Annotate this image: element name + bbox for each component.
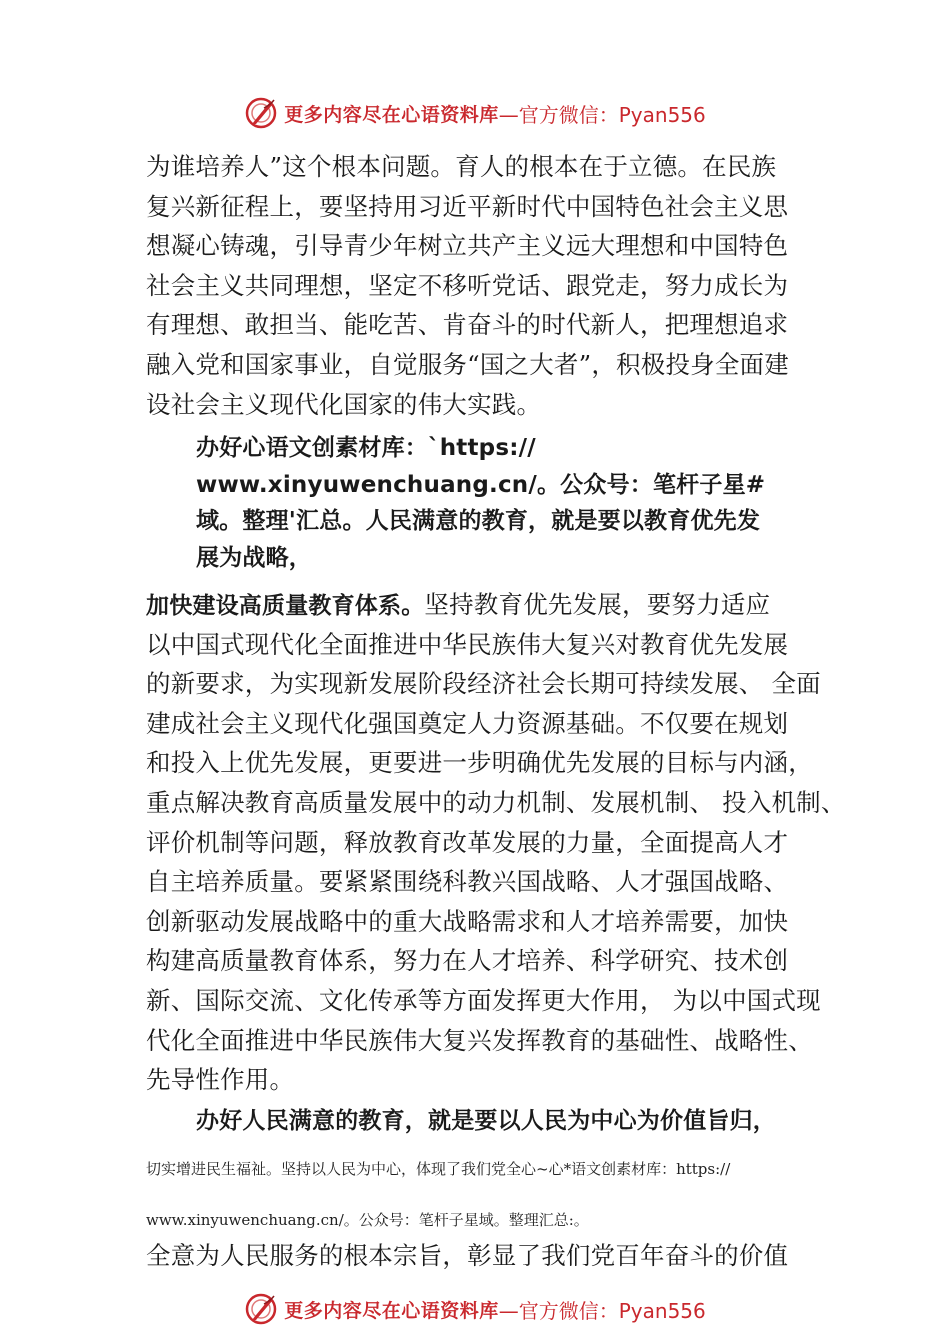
banner-wechat: —官方微信：Pyan556 bbox=[498, 102, 706, 127]
text-line: 自主培养质量。要紧紧围绕科教兴国战略、人才强国战略、 bbox=[146, 867, 789, 897]
text-line: 构建高质量教育体系，努力在人才培养、科学研究、技术创 bbox=[146, 946, 789, 976]
text-line: 融入党和国家事业，自觉服务“国之大者”，积极投身全面建 bbox=[146, 349, 789, 379]
text-line: 创新驱动发展战略中的重大战略需求和人才培养需要，加快 bbox=[146, 906, 789, 936]
text-line: 设社会主义现代化国家的伟大实践。 bbox=[146, 389, 542, 419]
text-line-lead bbox=[146, 585, 846, 625]
footer-banner bbox=[0, 1289, 950, 1329]
banner-wechat: —官方微信：Pyan556 bbox=[498, 1298, 706, 1323]
heading-line: www.xinyuwenchuang.cn/。公众号：笔杆子星# bbox=[196, 471, 766, 498]
banner-title: 更多内容尽在心语资料库 bbox=[284, 1299, 499, 1322]
heading-line: 展为战略， bbox=[196, 544, 312, 571]
heading-line: 办好心语文创素材库：`https:// bbox=[196, 435, 536, 461]
text-line: 建成社会主义现代化强国奠定人力资源基础。不仅要在规划 bbox=[146, 708, 789, 738]
text-line: 代化全面推进中华民族伟大复兴发挥教育的基础性、战略性、 bbox=[146, 1025, 813, 1055]
text-line: 和投入上优先发展，更要进一步明确优先发展的目标与内涵， bbox=[146, 748, 813, 778]
heading-line: 办好人民满意的教育，就是要以人民为中心为价值旨归， bbox=[196, 1108, 776, 1134]
banner-title: 更多内容尽在心语资料库 bbox=[284, 103, 499, 126]
text-line: 有理想、敢担当、能吃苦、肯奋斗的时代新人，把理想追求 bbox=[146, 310, 789, 340]
header-banner bbox=[0, 93, 950, 133]
text-line: 想凝心铸魂，引导青少年树立共产主义远大理想和中国特色 bbox=[146, 231, 789, 261]
text-line: 重点解决教育高质量发展中的动力机制、发展机制、 投入机制、 bbox=[146, 787, 846, 817]
lead-rest: 坚持教育优先发展，要努力适应 bbox=[424, 590, 771, 619]
text-line: 评价机制等问题，释放教育改革发展的力量，全面提高人才 bbox=[146, 827, 789, 857]
heading-line: 域。整理'汇总。人民满意的教育，就是要以教育优先发 bbox=[196, 508, 761, 534]
text-line: 社会主义共同理想，坚定不移听党话、跟党走，努力成长为 bbox=[146, 270, 789, 300]
bold-heading-1 bbox=[196, 430, 836, 576]
paragraph-1 bbox=[146, 147, 846, 424]
text-line: 新、国际交流、文化传承等方面发挥更大作用， 为以中国式现 bbox=[146, 985, 821, 1015]
quill-logo-icon bbox=[244, 1292, 278, 1326]
text-line: 为谁培养人”这个根本问题。育人的根本在于立德。在民族 bbox=[146, 152, 777, 181]
lead-bold: 加快建设高质量教育体系。 bbox=[146, 593, 425, 619]
text-line: 复兴新征程上，要坚持用习近平新时代中国特色社会主义思 bbox=[146, 191, 789, 221]
paragraph-2 bbox=[146, 585, 846, 1100]
text-line: 以中国式现代化全面推进中华民族伟大复兴对教育优先发展 bbox=[146, 629, 789, 659]
quill-logo-icon bbox=[244, 96, 278, 130]
text-line: 全意为人民服务的根本宗旨，彰显了我们党百年奋斗的价值 bbox=[146, 1241, 789, 1270]
small-text-line-2: www.xinyuwenchuang.cn/。公众号：笔杆子星域。整理汇总:。 bbox=[146, 1211, 589, 1229]
small-text-line-1: 切实增进民生福祉。坚持以人民为中心，体现了我们党全心~心*语文创素材库：https:// bbox=[146, 1160, 731, 1178]
bold-heading-2 bbox=[196, 1102, 896, 1142]
text-line: 的新要求，为实现新发展阶段经济社会长期可持续发展、 全面 bbox=[146, 669, 821, 699]
text-line: 先导性作用。 bbox=[146, 1065, 295, 1095]
paragraph-3 bbox=[146, 1236, 846, 1276]
